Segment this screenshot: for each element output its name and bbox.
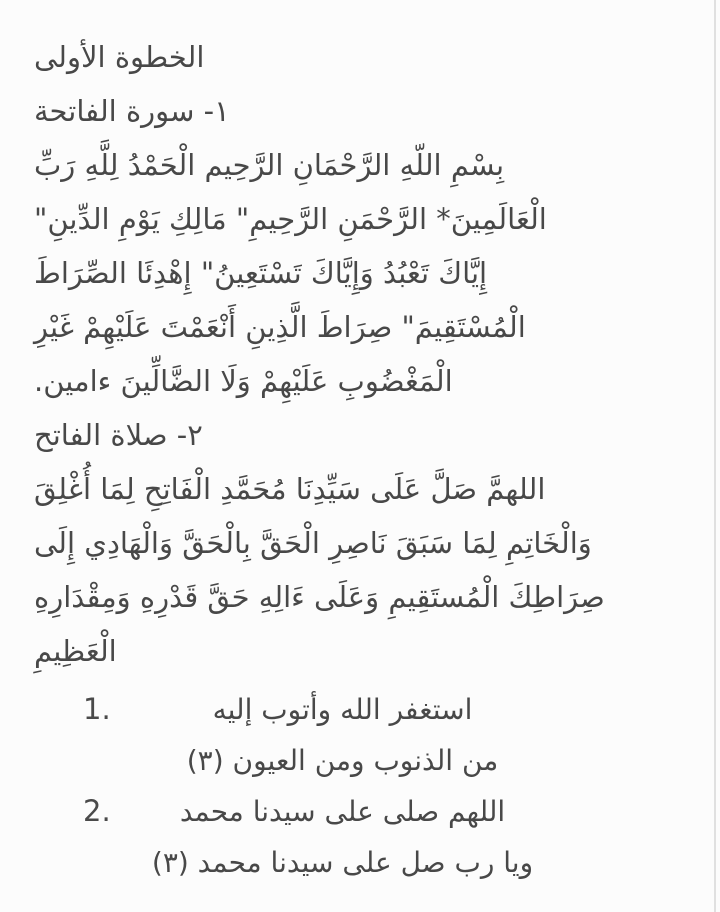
list-item [0,684,710,735]
quran-line: الْمَغْضُوبِ عَلَيْهِمْ وَلَا الضَّالِّينَ ءامين. [34,364,453,398]
prayer-line: الْعَظِيمِ [34,634,117,668]
list-item-line: استغفر الله وأتوب إليه [212,693,473,726]
prayer-line: صِرَاطِكَ الْمُستَقِيمِ وَعَلَى ءَالِهِ حَقَّ قَدْرِهِ وَمِقْدَارِهِ [34,580,605,614]
quran-line: إِيَّاكَ تَعْبُدُ وَإِيَّاكَ تَسْتَعِينُ" إِهْدِئَا الصِّرَاطَ [34,256,488,290]
prayer-line: اللهمَّ صَلَّ عَلَى سَيِّدِنَا مُحَمَّدِ الْفَاتِحِ لِمَا أُغْلِقَ [34,472,546,506]
list-item-continuation [0,735,710,786]
quran-line: بِسْمِ اللّهِ الرَّحْمَانِ الرَّحِيم الْحَمْدُ لِلَّهِ رَبِّ [34,148,505,182]
salat-heading: ٢- صلاة الفاتح [34,418,203,452]
quran-line: الْعَالَمِينَ* الرَّحْمَنِ الرَّحِيمِ" مَالِكِ يَوْمِ الدِّينِ" [34,202,547,236]
document-content [0,30,710,888]
list-item-number: 2. [83,794,111,828]
prayer-line: وَالْخَاتِمِ لِمَا سَبَقَ نَاصِرِ الْحَقَّ بِالْحَقَّ وَالْهَادِي إِلَى [34,526,592,560]
dhikr-list [0,684,710,888]
quran-line: الْمُسْتَقِيمَ" صِرَاطَ الَّذِينِ أَنْعَمْتَ عَلَيْهِمْ غَيْرِ [34,310,526,344]
list-item-number: 1. [83,692,111,726]
list-item [0,786,710,837]
list-item-continuation [0,837,710,888]
list-item-line: من الذنوب ومن العيون (٣) [186,744,499,777]
fatiha-heading: ١- سورة الفاتحة [34,94,230,128]
list-item-line: اللهم صلى على سيدنا محمد [179,795,506,828]
step-title: الخطوة الأولى [34,40,205,74]
list-item-line: ويا رب صل على سيدنا محمد (٣) [151,846,534,879]
page-right-divider [714,0,716,912]
